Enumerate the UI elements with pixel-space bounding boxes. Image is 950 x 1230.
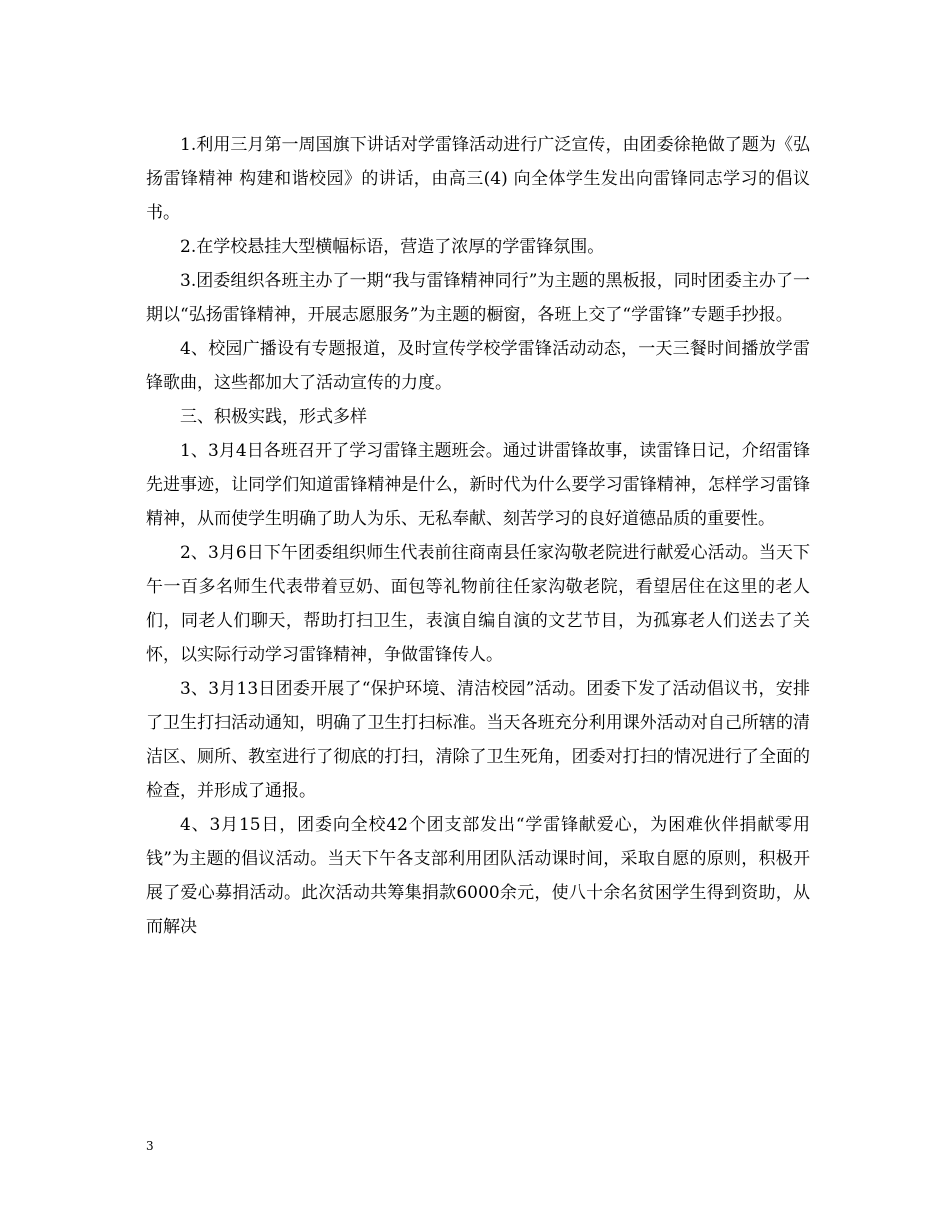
paragraph-donation-drive: 4、3月15日，团委向全校42个团支部发出“学雷锋献爱心，为困难伙伴捐献零用钱”为主题的倡议活动。当天下午各支部利用团队活动课时间，采取自愿的原则，积极开展了爱心募捐活动。此次活动共筹集捐款6000余元，使八十余名贫困学生得到资助，从而解决 — [146, 815, 810, 937]
paragraph-publicity-flag-speech: 1.利用三月第一周国旗下讲话对学雷锋活动进行广泛宣传，由团委徐艳做了题为《弘扬雷锋精神 构建和谐校园》的讲话，由高三(4) 向全体学生发出向雷锋同志学习的倡议书。 — [146, 135, 810, 223]
paragraph-class-meeting: 1、3月4日各班召开了学习雷锋主题班会。通过讲雷锋故事，读雷锋日记，介绍雷锋先进事迹，让同学们知道雷锋精神是什么，新时代为什么要学习雷锋精神，怎样学习雷锋精神，从而使学生明确了助人为乐、无私奉献、刻苦学习的良好道德品质的重要性。 — [146, 441, 810, 529]
paragraph-campus-broadcast: 4、校园广播设有专题报道，及时宣传学校学雷锋活动动态，一天三餐时间播放学雷锋歌曲，这些都加大了活动宣传的力度。 — [146, 339, 810, 393]
paragraph-banner-slogans: 2.在学校悬挂大型横幅标语，营造了浓厚的学雷锋氛围。 — [180, 237, 605, 257]
paragraph-nursing-home-visit: 2、3月6日下午团委组织师生代表前往商南县任家沟敬老院进行献爱心活动。当天下午一百多名师生代表带着豆奶、面包等礼物前往任家沟敬老院，看望居住在这里的老人们，同老人们聊天，帮助打扫卫生，表演自编自演的文艺节目，为孤寡老人们送去了关怀，以实际行动学习雷锋精神，争做雷锋传人。 — [146, 543, 810, 665]
section-heading-practice: 三、积极实践，形式多样 — [180, 407, 367, 427]
page-number: 3 — [146, 1139, 154, 1153]
paragraph-campus-cleaning: 3、3月13日团委开展了“保护环境、清洁校园”活动。团委下发了活动倡议书，安排了卫生打扫活动通知，明确了卫生打扫标准。当天各班充分利用课外活动对自己所辖的清洁区、厕所、教室进行了彻底的打扫，清除了卫生死角，团委对打扫的情况进行了全面的检查，并形成了通报。 — [146, 679, 810, 801]
document-body — [146, 128, 810, 944]
paragraph-blackboard-newspaper: 3.团委组织各班主办了一期“我与雷锋精神同行”为主题的黑板报，同时团委主办了一期以“弘扬雷锋精神，开展志愿服务”为主题的橱窗，各班上交了“学雷锋”专题手抄报。 — [146, 271, 810, 325]
